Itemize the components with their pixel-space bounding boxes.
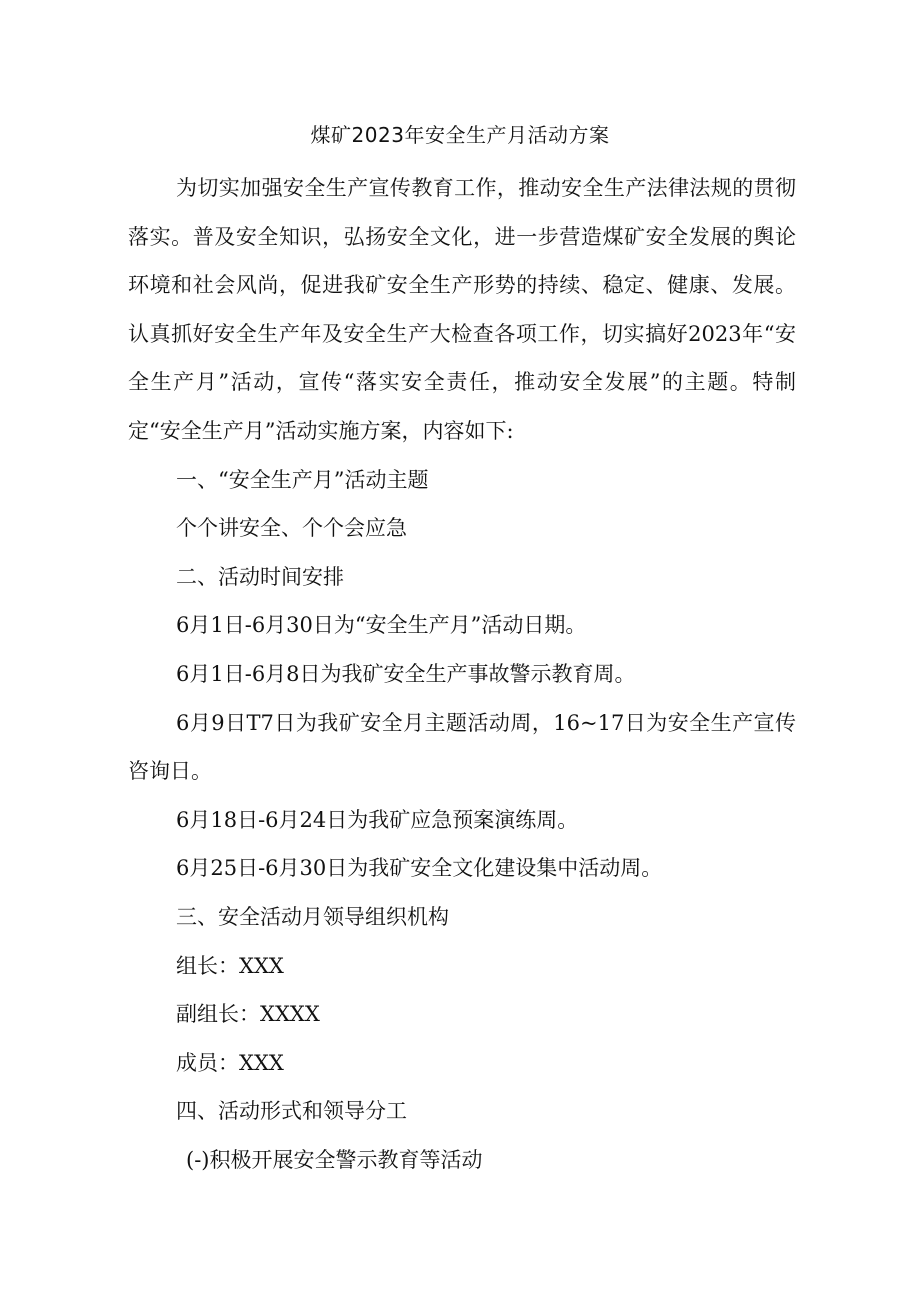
- schedule-item: 6月1日-6月30日为“安全生产月”活动日期。: [176, 613, 587, 638]
- section-1-theme: 个个讲安全、个个会应急: [176, 516, 407, 541]
- intro-paragraph: 为切实加强安全生产宣传教育工作，推动安全生产法律法规的贯彻落实。普及安全知识，弘扬安全文化，进一步营造煤矿安全发展的舆论环境和社会风尚，促进我矿安全生产形势的持续、稳定、健康、发展。认真抓好安全生产年及安全生产大检查各项工作，切实搞好2023年“安全生产月”活动，宣传“落实安全责任，推动安全发展”的主题。特制定“安全生产月”活动实施方案，内容如下:: [128, 176, 796, 443]
- schedule-item: 6月1日-6月8日为我矿安全生产事故警示教育周。: [176, 661, 636, 686]
- section-4-item-1: (-)积极开展安全警示教育等活动: [186, 1147, 483, 1172]
- schedule-item: 6月9日T7日为我矿安全月主题活动周，16~17日为安全生产宣传咨询日。: [128, 710, 796, 784]
- section-1-heading: 一、“安全生产月”活动主题: [176, 467, 429, 492]
- deputy-leader-line: 副组长：XXXX: [176, 1002, 320, 1027]
- schedule-item: 6月25日-6月30日为我矿安全文化建设集中活动周。: [176, 856, 663, 881]
- document-body: [128, 164, 796, 1184]
- section-3-heading: 三、安全活动月领导组织机构: [176, 904, 449, 929]
- leader-line: 组长：XXX: [176, 953, 284, 978]
- members-line: 成员：XXX: [176, 1050, 284, 1075]
- document-title: 煤矿2023年安全生产月活动方案: [310, 123, 610, 147]
- section-2-heading: 二、活动时间安排: [176, 564, 344, 589]
- schedule-item: 6月18日-6月24日为我矿应急预案演练周。: [176, 807, 579, 832]
- section-4-heading: 四、活动形式和领导分工: [176, 1099, 407, 1124]
